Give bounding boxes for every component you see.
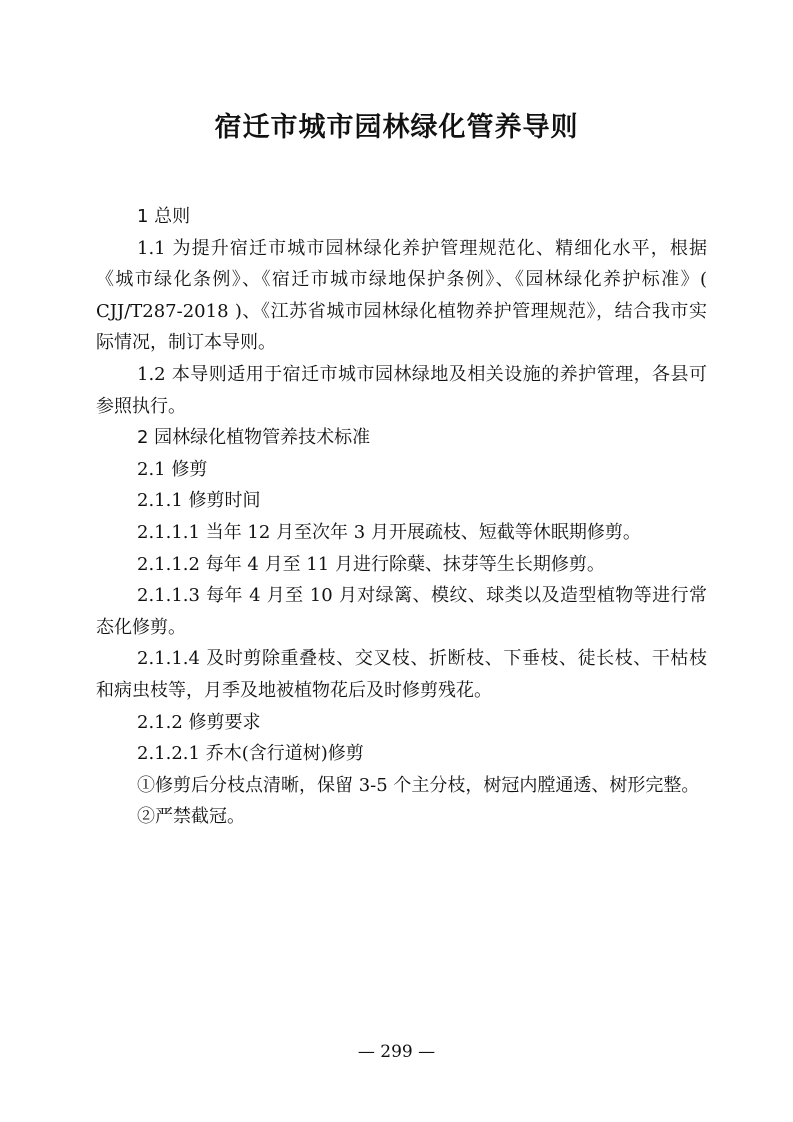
document-body bbox=[96, 201, 707, 833]
paragraph-1-1: 1.1 为提升宿迁市城市园林绿化养护管理规范化、精细化水平，根据《城市绿化条例》、《宿迁市城市绿地保护条例》、《园林绿化养护标准》( CJJ/T287-2018 )、《江苏省城市园林绿化植物养护管理规范》，结合我市实际情况，制订本导则。 bbox=[96, 237, 707, 354]
list-item-1: ①修剪后分枝点清晰，保留 3-5 个主分枝，树冠内膛通透、树形完整。 bbox=[137, 774, 700, 796]
paragraph-2-1-1-2: 2.1.1.2 每年 4 月至 11 月进行除蘖、抹芽等生长期修剪。 bbox=[137, 553, 605, 575]
paragraph-2-1-1-3: 2.1.1.3 每年 4 月至 10 月对绿篱、模纹、球类以及造型植物等进行常态化修剪。 bbox=[96, 585, 707, 638]
paragraph-1-2: 1.2 本导则适用于宿迁市城市园林绿地及相关设施的养护管理，各县可参照执行。 bbox=[96, 363, 707, 417]
subsection-heading-pruning-requirements: 2.1.2 修剪要求 bbox=[137, 711, 261, 733]
list-item-2: ②严禁截冠。 bbox=[137, 806, 245, 828]
section-heading-general: 1 总则 bbox=[137, 206, 191, 227]
subsection-heading-pruning: 2.1 修剪 bbox=[137, 458, 208, 480]
section-heading-technical-standards: 2 园林绿化植物管养技术标准 bbox=[137, 427, 371, 449]
subsection-heading-pruning-time: 2.1.1 修剪时间 bbox=[137, 490, 261, 512]
page-number: — 299 — bbox=[357, 1042, 436, 1062]
document-title: 宿迁市城市园林绿化管养导则 bbox=[214, 112, 579, 143]
paragraph-2-1-1-4: 2.1.1.4 及时剪除重叠枝、交叉枝、折断枝、下垂枝、徒长枝、干枯枝和病虫枝等，月季及地被植物花后及时修剪残花。 bbox=[96, 648, 707, 701]
paragraph-2-1-1-1: 2.1.1.1 当年 12 月至次年 3 月开展疏枝、短截等休眠期修剪。 bbox=[137, 521, 641, 543]
subsection-heading-tree-pruning: 2.1.2.1 乔木(含行道树)修剪 bbox=[137, 743, 364, 765]
